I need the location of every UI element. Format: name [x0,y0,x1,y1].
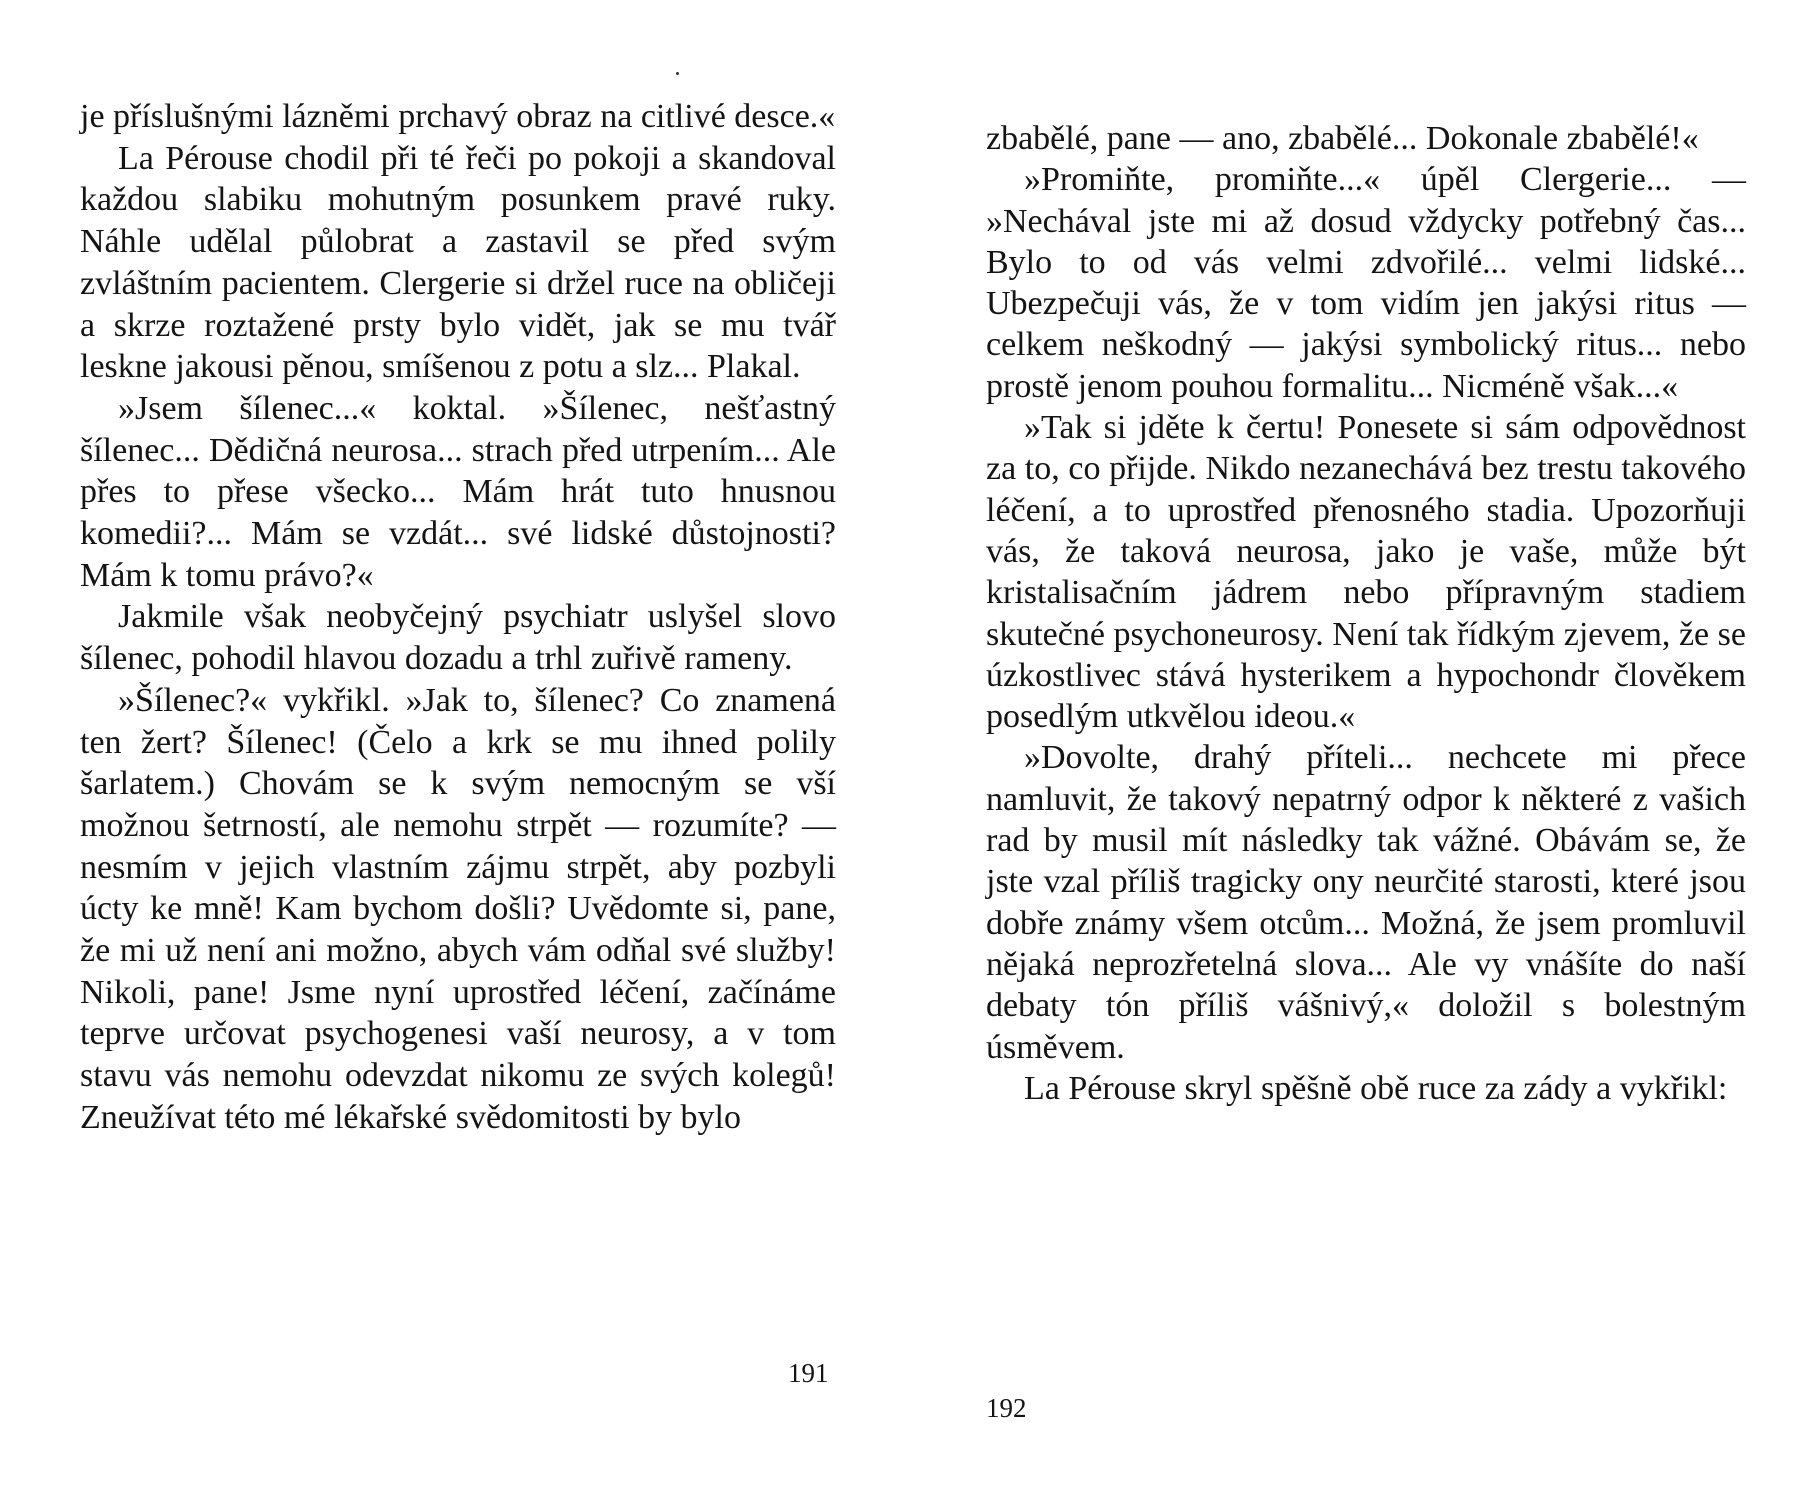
page-number-left: 191 [788,1358,829,1388]
paragraph: zbabělé, pane — ano, zbabělé... Dokonale zbabělé!« [986,120,1699,157]
paragraph: La Pérouse skryl spěšně obě ruce za zády a vykřikl: [1024,1069,1728,1107]
right-page-text [986,118,1746,1109]
left-page-text [80,96,836,1139]
left-page [80,96,836,1139]
page-number-right: 192 [986,1393,1027,1423]
paragraph: je příslušnými lázněmi prchavý obraz na citlivé desce.« [80,98,836,135]
paragraph: »Promiňte, promiňte...« úpěl Clergerie... — »Nechával jste mi až dosud vždycky potřebný čas... Bylo to od vás velmi zdvořilé... velmi lidské... Ubezpečuji vás, že v tom vidím jen jakýsi ritus — celkem neškodný — jakýsi symbolický ritus... nebo prostě jenom pouhou formalitu... Nicméně však...« [986,161,1746,405]
print-speck [676,72,679,75]
right-page [986,118,1746,1109]
paragraph: La Pérouse chodil při té řeči po pokoji a skandoval každou slabiku mohutným posunkem pravé ruky. Náhle udělal půlobrat a zastavil se před svým zvláštním pacientem. Clergerie si držel ruce na obličeji a skrze roztažené prsty bylo vidět, jak se mu tvář leskne jakousi pěnou, smíšenou z potu a slz... Plakal. [80,139,836,386]
paragraph: »Jsem šílenec...« koktal. »Šílenec, nešťastný šílenec... Dědičná neurosa... strach před utrpením... Ale přes to přese všecko... Mám hrát tuto hnusnou komedii?... Mám se vzdát... své lidské důstojnosti? Mám k tomu právo?« [80,389,836,594]
paragraph: »Dovolte, drahý příteli... nechcete mi přece namluvit, že takový nepatrný odpor k některé z vašich rad by musil mít následky tak vážné. Obávám se, že jste vzal příliš tragicky ony neurčité starosti, které jsou dobře známy všem otcům... Možná, že jsem promluvil nějaká neprozřetelná slova... Ale vy vnášíte do naší debaty tón příliš vášnivý,« doložil s bolestným úsměvem. [986,739,1746,1066]
paragraph: »Tak si jděte k čertu! Ponesete si sám odpovědnost za to, co přijde. Nikdo nezanechává bez trestu takového léčení, a to uprostřed přenosného stadia. Upozorňuji vás, že taková neurosa, jako je vaše, může být kristalisačním jádrem nebo přípravným stadiem skutečné psychoneurosy. Není tak řídkým zjevem, že se úzkostlivec stává hysterikem a hypochondr člověkem posedlým utkvělou ideou.« [986,409,1746,736]
paragraph: »Šílenec?« vykřikl. »Jak to, šílenec? Co znamená ten žert? Šílenec! (Čelo a krk se mu ihned polily šarlatem.) Chovám se k svým nemocným se vší možnou šetrností, ale nemohu strpět — rozumíte? — nesmím v jejich vlastním zájmu strpět, aby pozbyli úcty ke mně! Kam bychom došli? Uvědomte si, pane, že mi už není ani možno, abych vám odňal své služby! Nikoli, pane! Jsme nyní uprostřed léčení, začínáme teprve určovat psychogenesi vaší neurosy, a v tom stavu vás nemohu odevzdat nikomu ze svých kolegů! Zneužívat této mé lékařské svědomitosti by bylo [80,681,836,1136]
paragraph: Jakmile však neobyčejný psychiatr uslyšel slovo šílenec, pohodil hlavou dozadu a trhl zuřivě rameny. [80,598,836,678]
